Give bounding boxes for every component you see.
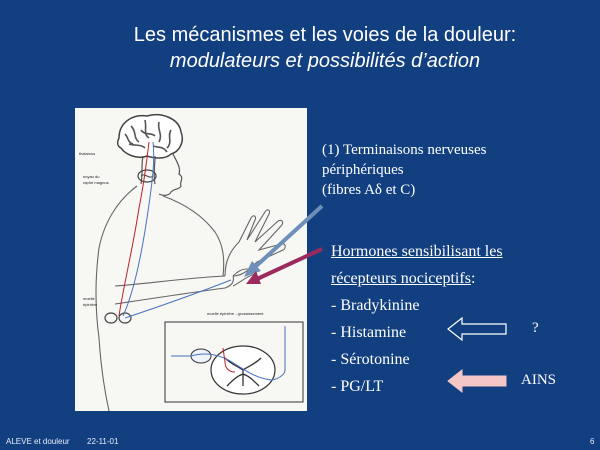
hormone-item-pg-lt: - PG/LT <box>331 378 384 395</box>
hormones-heading-line1: Hormones sensibilisant les <box>331 243 503 260</box>
hand-outline <box>225 210 285 276</box>
dorsal-ganglion <box>191 349 211 363</box>
hormones-heading-line2 <box>331 265 503 292</box>
label-raphe-line2: raphé magnus <box>83 180 109 185</box>
arm-upper-outline <box>115 276 225 286</box>
terminaisons-line1: (1) Terminaisons nerveuses <box>322 142 487 158</box>
terminaisons-annotation <box>322 140 486 200</box>
footer-page-number: 6 <box>590 437 595 446</box>
terminaisons-line3: (fibres Aδ et C) <box>322 182 416 198</box>
hormones-heading-colon: : <box>470 270 476 287</box>
slide-title-line2: modulateurs et possibilités d’action <box>169 50 481 72</box>
label-ganglion: moelle épinière - grossissement <box>207 311 264 316</box>
thumb-outline <box>233 269 255 286</box>
slide-title-line1: Les mécanismes et les voies de la douleur: <box>133 24 517 46</box>
label-moelle-line2: épinière <box>83 302 98 307</box>
ascending-pathway-red <box>119 142 149 316</box>
ains-label: AINS <box>521 372 557 388</box>
label-moelle-line1: moelle <box>83 296 95 301</box>
descending-pathway-blue <box>123 142 154 316</box>
pain-pathway-drawing <box>75 108 307 411</box>
hormones-list <box>331 238 503 400</box>
histamine-question-mark: ? <box>532 320 539 336</box>
pain-pathway-illustration <box>75 108 307 411</box>
label-thalamus: thalamus <box>79 151 96 156</box>
hormone-item-serotonine: - Sérotonine <box>331 351 410 368</box>
torso-outline <box>96 186 137 411</box>
face-profile <box>159 154 182 195</box>
hormone-item-bradykinine: - Bradykinine <box>331 297 420 314</box>
shoulder-outline <box>163 196 224 276</box>
terminaisons-line2: périphériques <box>322 162 404 178</box>
label-raphe-line1: noyau du <box>83 174 100 179</box>
footer-presentation-name: ALEVE et douleur <box>6 437 70 446</box>
raphe-detail <box>141 175 153 177</box>
spinal-segment-left <box>105 313 117 323</box>
hormone-item-histamine: - Histamine <box>331 324 407 341</box>
footer-date: 22-11-01 <box>87 437 119 446</box>
hormones-heading-underlined: récepteurs nociceptifs <box>331 270 471 287</box>
